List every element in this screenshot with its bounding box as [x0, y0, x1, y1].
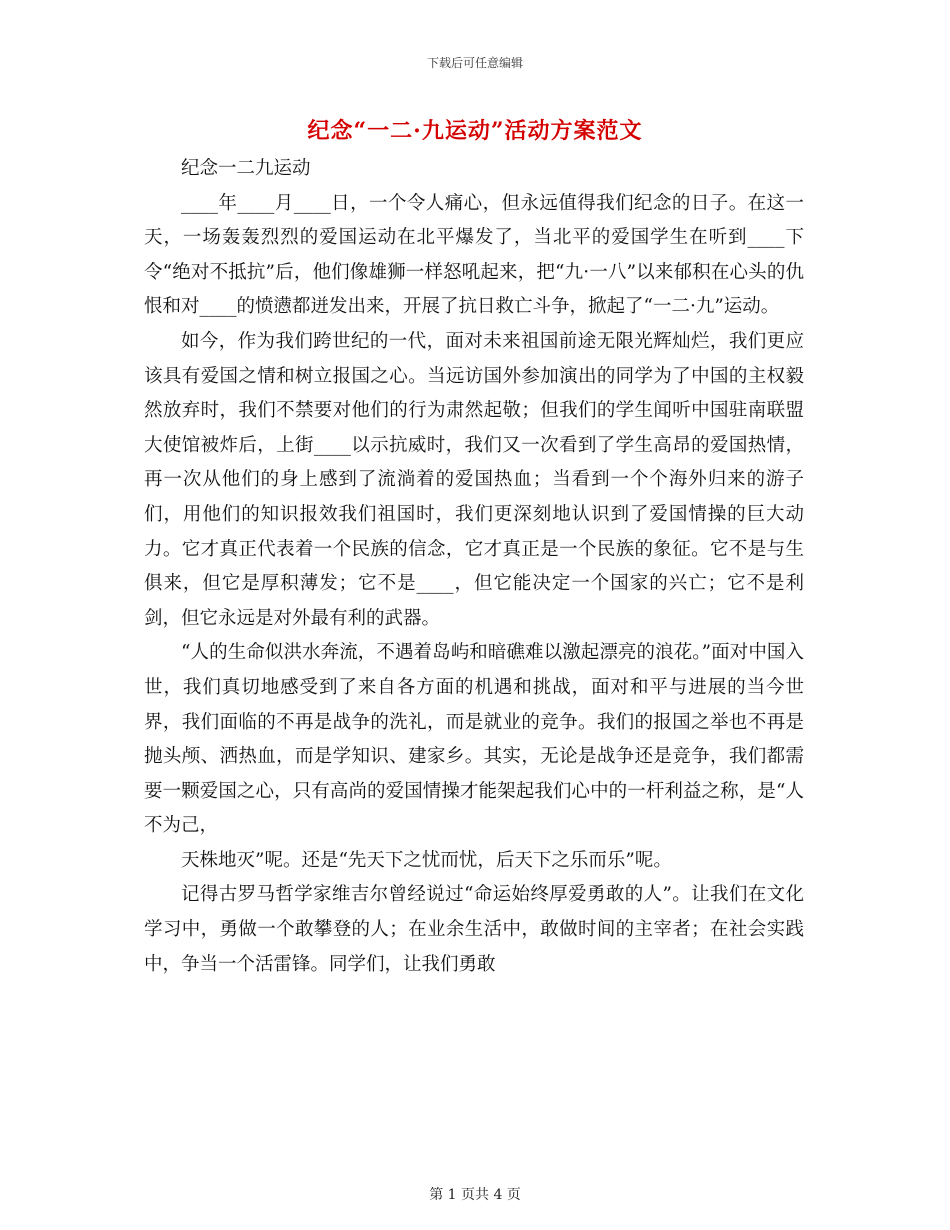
- paragraph: 如今，作为我们跨世纪的一代，面对未来祖国前途无限光辉灿烂，我们更应该具有爱国之情和树立报国之心。当远访国外参加演出的同学为了中国的主权毅然放弃时，我们不禁要对他们的行为肃然起敬；但我们的学生闻听中国驻南联盟大使馆被炸后，上街____以示抗威时，我们又一次看到了学生高昂的爱国热情，再一次从他们的身上感到了流淌着的爱国热血；当看到一个个海外归来的游子们，用他们的知识报效我们祖国时，我们更深刻地认识到了爱国情操的巨大动力。它才真正代表着一个民族的信念，它才真正是一个民族的象征。它不是与生俱来，但它是厚积薄发；它不是____，但它能决定一个国家的兴亡；它不是利剑，但它永远是对外最有利的武器。: [144, 330, 804, 629]
- document-body: [144, 152, 804, 982]
- paragraph-subtitle: 纪念一二九运动: [181, 158, 311, 179]
- page-number: 第 1 页共 4 页: [429, 1187, 521, 1203]
- paragraph: “人的生命似洪水奔流，不遇着岛屿和暗礁难以激起漂亮的浪花。”面对中国入世，我们真切地感受到了来自各方面的机遇和挑战，面对和平与进展的当今世界，我们面临的不再是战争的洗礼，而是就业的竞争。我们的报国之举也不再是抛头颅、洒热血，而是学知识、建家乡。其实，无论是战争还是竞争，我们都需要一颗爱国之心，只有高尚的爱国情操才能架起我们心中的一杆利益之称，是“人不为己，: [144, 642, 804, 837]
- document-title: 纪念“一二·九运动”活动方案范文: [307, 118, 643, 144]
- page-header-note: 下载后可任意编辑: [426, 56, 523, 70]
- paragraph: ____年____月____日，一个令人痛心，但永远值得我们纪念的日子。在这一天，一场轰轰烈烈的爱国运动在北平爆发了，当北平的爱国学生在听到____下令“绝对不抵抗”后，他们像雄狮一样怒吼起来，把“九·一八”以来郁积在心头的仇恨和对____的愤懑都迸发出来，开展了抗日救亡斗争，掀起了“一二·九”运动。: [144, 192, 804, 318]
- paragraph: 记得古罗马哲学家维吉尔曾经说过“命运始终厚爱勇敢的人”。让我们在文化学习中，勇做一个敢攀登的人；在业余生活中，敢做时间的主宰者；在社会实践中，争当一个活雷锋。同学们，让我们勇敢: [144, 884, 804, 975]
- paragraph: 天株地灭”呢。还是“先天下之忧而忧，后天下之乐而乐”呢。: [181, 849, 672, 871]
